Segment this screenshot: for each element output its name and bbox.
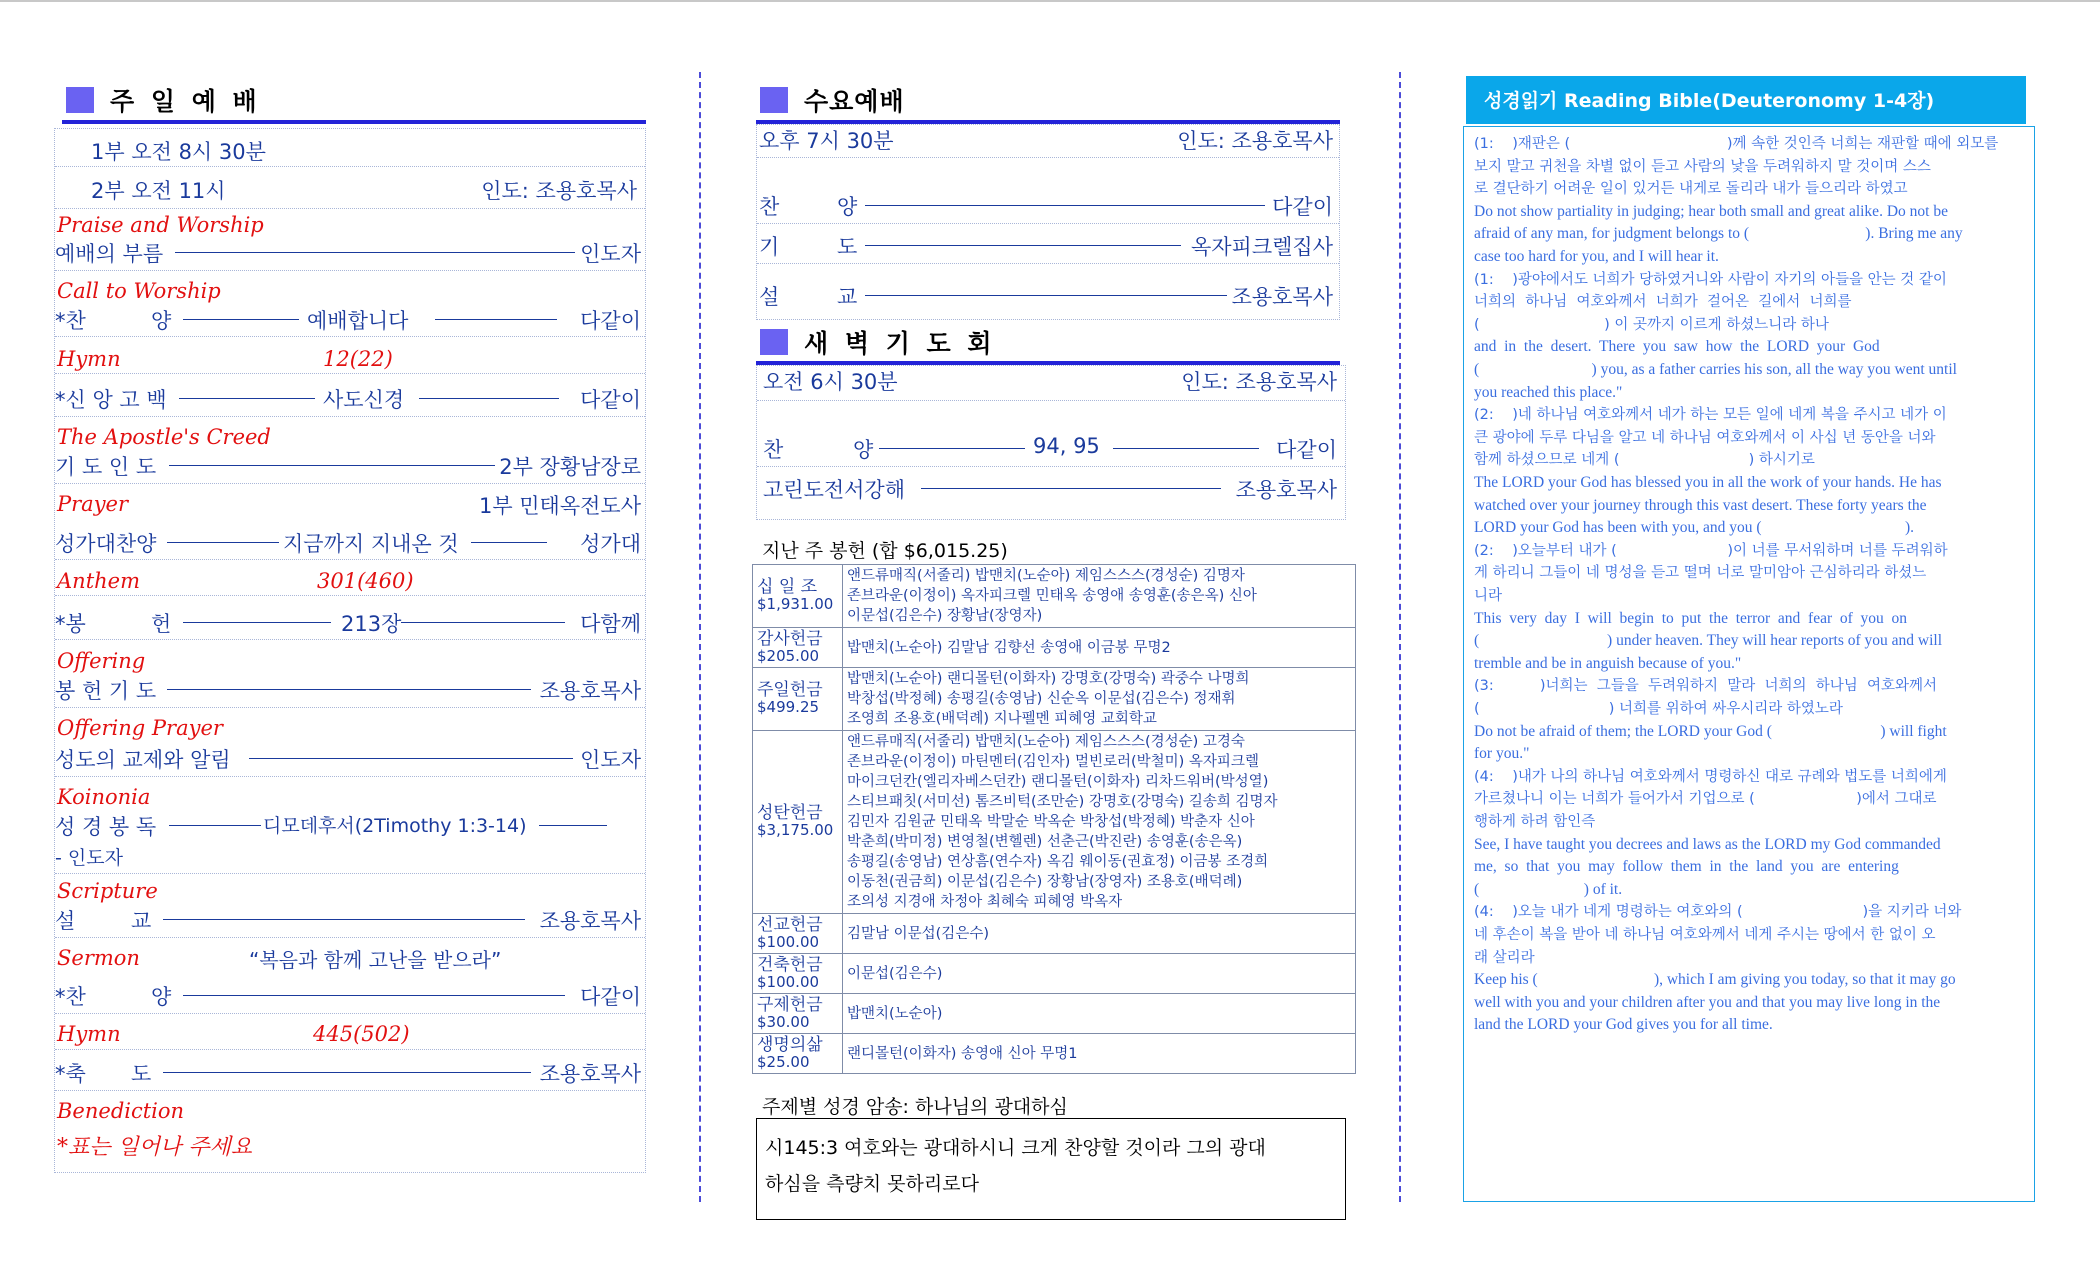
offering-name-line: 박춘희(박미정) 변영철(변헬렌) 선춘근(박진란) 송영훈(송은옥) (847, 834, 1243, 850)
bible-line: and in the desert. There you saw how the LORD your God (1474, 338, 1880, 356)
top-border (0, 0, 2100, 2)
bible-line: ( ) 너희를 위하여 싸우시리라 하였노라 (1474, 701, 1843, 717)
memory-verse-line-1: 시145:3 여호와는 광대하시니 크게 찬양할 것이라 그의 광대 (765, 1137, 1266, 1159)
offering-row (753, 1034, 1356, 1074)
bible-line: 네 후손이 복을 받아 네 하나님 여호와께서 네게 주시는 땅에서 한 없이 오 (1474, 927, 1936, 943)
offering-mark: *봉 (55, 612, 86, 636)
wed-prayer-by: 옥자피크렐집사 (1190, 235, 1333, 259)
sermon-mark: 설 (55, 909, 76, 933)
benediction-label: Benediction (57, 1099, 185, 1123)
offering-amount: $1,931.00 (757, 595, 834, 613)
hymn-label-2: Hymn (57, 1022, 121, 1046)
bible-line: LORD your God has been with you, and you ( ). (1474, 519, 1914, 537)
dawn-hymns: 94, 95 (1033, 434, 1100, 458)
offering-prayer-by: 조용호목사 (539, 679, 641, 703)
offering-kind-label: 감사헌금 (757, 628, 823, 649)
sermon-title: “복음과 함께 고난을 받으라” (249, 948, 502, 972)
offering-name-line: 밥맨치(노순아) 김말남 김향선 송영애 이금봉 무명2 (847, 639, 1171, 656)
offering-names (843, 1034, 1356, 1074)
offering-kind (753, 1034, 843, 1074)
call-to-worship-label: Call to Worship (57, 279, 221, 303)
offering-kind (753, 628, 843, 668)
offering-kind (753, 994, 843, 1034)
offering-row (753, 954, 1356, 994)
offering-name-line: 박창섭(박정혜) 송평길(송영남) 신순옥 이문섭(김은수) 정재휘 (847, 691, 1236, 707)
wed-praise-item: 찬 (759, 195, 780, 219)
offering-names (843, 954, 1356, 994)
bible-line: 니라 (1474, 588, 1503, 604)
offering-row (753, 565, 1356, 628)
hymn-label: Hymn (57, 347, 121, 371)
bible-line: Do not be afraid of them; the LORD your God ( ) will fight (1474, 722, 1947, 740)
hymn2-mark: *찬 (55, 985, 86, 1009)
bible-line: 너희의 하나님 여호와께서 너희가 걸어온 길에서 너희를 (1474, 294, 1852, 311)
bible-line: ( ) of it. (1474, 880, 1623, 898)
bible-line: 큰 광야에 두루 다님을 알고 네 하나님 여호와께서 이 사십 년 동안을 너와 (1474, 429, 1936, 446)
offering-table (752, 564, 1356, 1074)
wed-sermon-item: 설 (759, 285, 780, 309)
offering-name-line: 김말남 이문섭(김은수) (847, 925, 989, 942)
wednesday-title: 수요예배 (804, 87, 905, 116)
wednesday-time: 오후 7시 30분 (759, 129, 894, 153)
column-divider (699, 72, 701, 1202)
hymn2-item: 양 (151, 985, 172, 1009)
offering-names (843, 628, 1356, 668)
offering-kind-label: 선교헌금 (757, 914, 823, 935)
bible-line: (1: )광야에서도 너희가 당하였거니와 사람이 자기의 아들을 안는 것 같이 (1474, 271, 1947, 288)
benediction-by: 조용호목사 (539, 1062, 641, 1086)
creed-item: *신 앙 고 백 (55, 388, 167, 412)
sunday-header (66, 80, 261, 120)
offering-names (843, 914, 1356, 954)
wed-prayer-item: 기 (759, 235, 780, 259)
offering-name-line: 조영희 조용호(배덕례) 지나펠멘 피혜영 교회학교 (847, 711, 1157, 727)
offering-names (843, 994, 1356, 1034)
scripture-passage: 디모데후서(2Timothy 1:3-14) (263, 815, 527, 837)
dawn-title: 새 벽 기 도 회 (804, 329, 996, 358)
bible-line: (1: )재판은 ( )께 속한 것인즉 너희는 재판할 때에 외모를 (1474, 136, 1999, 152)
dawn-box (756, 365, 1346, 520)
sermon-label: Sermon (57, 946, 140, 970)
creed-by: 다같이 (580, 388, 641, 412)
offering-amount: $100.00 (757, 972, 820, 991)
dawn-praise-item: 찬 (763, 438, 784, 462)
offering-by: 다함께 (580, 612, 641, 636)
anthem-label: Anthem (57, 569, 140, 593)
bible-line: watched over your journey through this vast desert. These forty years the (1474, 496, 1927, 514)
wednesday-box (756, 124, 1340, 320)
offering-kind-label: 주일헌금 (757, 680, 823, 700)
offering-hymn: 213장 (341, 612, 402, 636)
bible-line: ( ) you, as a father carries his son, all the way you went until (1474, 361, 1957, 378)
service-time-2: 2부 오전 11시 (91, 179, 226, 203)
bible-line: (2: )네 하나님 여호와께서 네가 하는 모든 일에 네게 복을 주시고 네가 이 (1474, 407, 1947, 424)
sunday-title: 주 일 예 배 (110, 87, 261, 116)
offering-name-line: 밥맨치(노순아) 랜디몰턴(이화자) 강명호(강명숙) 곽중수 나명희 (847, 671, 1250, 687)
offering-kind (753, 914, 843, 954)
hymn1-by: 다같이 (580, 309, 641, 333)
offering-name-line: 앤드류매직(서줄리) 밥맨치(노순아) 제임스스스(경성순) 고경숙 (847, 734, 1245, 750)
bible-line: ( ) 이 곳까지 이르게 하셨느니라 하나 (1474, 316, 1829, 333)
square-bullet-icon (760, 87, 788, 113)
hymn2-by: 다같이 (580, 985, 641, 1009)
offering-kind (753, 668, 843, 731)
sunday-order-box (54, 128, 646, 1173)
dawn-leader: 인도: 조용호목사 (1181, 370, 1337, 394)
bible-line: case too hard for you, and I will hear it. (1474, 248, 1719, 265)
wednesday-leader: 인도: 조용호목사 (1177, 129, 1333, 153)
offering-name-line: 이문섭(김은수) (847, 965, 943, 982)
offering-kind-label: 생명의삶 (757, 1034, 823, 1055)
offering-amount: $3,175.00 (757, 821, 834, 839)
bible-line: afraid of any man, for judgment belongs to ( ). Bring me any (1474, 225, 1963, 243)
bible-line: 함께 하셨으므로 네게 ( ) 하시기로 (1474, 452, 1815, 469)
offering-row (753, 628, 1356, 668)
bible-line: See, I have taught you decrees and laws as the LORD my God commanded (1474, 835, 1941, 853)
memory-verse-title: 주제별 성경 암송: 하나님의 광대하심 (762, 1096, 1068, 1118)
scripture-item: 성 경 봉 독 (55, 815, 157, 839)
offering-row (753, 914, 1356, 954)
benediction-mark: *축 (55, 1062, 86, 1086)
offering-name-line: 밥맨치(노순아) (847, 1005, 943, 1022)
offering-name-line: 존브라운(이정이) 옥자피크렐 민태옥 송영애 송영훈(송은옥) 신아 (847, 588, 1257, 604)
fellowship-by: 인도자 (580, 748, 641, 772)
dawn-lecture-by: 조용호목사 (1235, 478, 1337, 502)
bible-line: for you." (1474, 745, 1530, 763)
column-divider (1399, 72, 1401, 1202)
bible-line: 래 살리라 (1474, 949, 1535, 966)
bible-line: The LORD your God has blessed you in all the work of your hands. He has (1474, 474, 1942, 491)
hymn-item: 양 (151, 309, 172, 333)
bible-line: (4: )오늘 내가 네게 명령하는 여호와의 ( )을 지키라 너와 (1474, 904, 1962, 921)
hymn-mark: *찬 (55, 309, 86, 333)
dawn-lecture-item: 고린도전서강해 (763, 478, 906, 502)
bible-line: 가르쳤나니 이는 너희가 들어가서 기업으로 ( )에서 그대로 (1474, 791, 1937, 808)
memory-verse-line-2: 하심을 측량치 못하리로다 (765, 1173, 979, 1195)
offering-name-line: 앤드류매직(서줄리) 밥맨치(노순아) 제임스스스(경성순) 김명자 (847, 568, 1245, 584)
offering-names (843, 731, 1356, 914)
offering-name-line: 송평길(송영남) 연상흠(연수자) 옥김 웨이동(권효정) 이금봉 조경희 (847, 854, 1269, 870)
offering-name-line: 스티브패칫(서미선) 톰즈비턱(조만순) 강명호(강명숙) 길송희 김명자 (847, 794, 1278, 810)
offering-amount: $205.00 (757, 646, 820, 665)
dawn-header (760, 322, 996, 362)
scripture-label: Scripture (57, 879, 158, 903)
offering-kind (753, 731, 843, 914)
koinonia-label: Koinonia (57, 785, 151, 809)
offering-amount: $100.00 (757, 932, 820, 951)
offering-name-line: 이문섭(김은수) 장황남(장영자) (847, 608, 1043, 624)
wed-sermon-by: 조용호목사 (1231, 285, 1333, 309)
hymn1-title: 예배합니다 (307, 309, 409, 333)
square-bullet-icon (66, 87, 94, 113)
offering-name-line: 김민자 김원균 민태옥 박말순 박옥순 박창섭(박정혜) 박춘자 신아 (847, 814, 1255, 830)
benediction-item: 도 (131, 1062, 152, 1086)
memory-verse-box (756, 1118, 1346, 1220)
call-to-worship-item: 예배의 부름 (55, 242, 164, 266)
wednesday-header (760, 80, 905, 120)
prayer-leader-2: 2부 장황남장로 (499, 455, 641, 479)
wed-sermon-item-2: 교 (837, 285, 858, 309)
prayer-label: Prayer (57, 492, 129, 516)
anthem-item: 성가대찬양 (55, 532, 157, 556)
hymn-number-1: 12(22) (323, 347, 393, 371)
anthem-title: 지금까지 지내온 것 (283, 532, 459, 556)
bible-line: (3: )너희는 그들을 두려워하지 말라 너희의 하나님 여호와께서 (1474, 678, 1937, 695)
wed-praise-item-2: 양 (837, 195, 858, 219)
offering-kind-label: 건축헌금 (757, 954, 823, 975)
bible-line: 행하게 하려 함인즉 (1474, 814, 1596, 830)
offering-amount: $499.25 (757, 698, 820, 716)
offering-item: 헌 (151, 612, 172, 636)
offering-name-line: 존브라운(이정이) 마틴멘터(김인자) 멀빈로러(박철미) 옥자피크렐 (847, 754, 1259, 770)
hymn-number-2: 445(502) (313, 1022, 410, 1046)
offering-names (843, 668, 1356, 731)
creed-title: 사도신경 (323, 388, 405, 412)
bible-line: This very day I will begin to put the terror and fear of you on (1474, 609, 1908, 627)
dawn-praise-item-2: 양 (853, 438, 874, 462)
dawn-time: 오전 6시 30분 (763, 370, 898, 394)
offering-row (753, 668, 1356, 731)
service-leader: 인도: 조용호목사 (481, 179, 637, 203)
sermon-by: 조용호목사 (539, 909, 641, 933)
anthem-by: 성가대 (580, 532, 641, 556)
bible-line: 로 결단하기 어려운 일이 있거든 내게로 돌리라 내가 들으리라 하였고 (1474, 181, 1908, 198)
scripture-by: - 인도자 (55, 847, 123, 869)
offering-kind (753, 954, 843, 994)
offering-name-line: 마이크던칸(엘리자베스던칸) 랜디몰턴(이화자) 리차드워버(박성열) (847, 774, 1269, 790)
offering-row (753, 731, 1356, 914)
offering-row (753, 994, 1356, 1034)
offering-amount: $30.00 (757, 1012, 810, 1031)
bible-line: Keep his ( ), which I am giving you today, so that it may go (1474, 971, 1956, 989)
offering-names (843, 565, 1356, 628)
creed-label: The Apostle's Creed (57, 425, 271, 449)
offering-name-line: 이동천(권금희) 이문섭(김은수) 장황남(장영자) 조용호(배덕례) (847, 874, 1243, 890)
bible-line: tremble and be in anguish because of you." (1474, 654, 1742, 672)
bible-line: you reached this place." (1474, 383, 1623, 401)
offering-kind-label: 성탄헌금 (757, 803, 823, 823)
square-bullet-icon (760, 329, 788, 355)
offering-label: Offering (57, 649, 146, 673)
fellowship-item: 성도의 교제와 알림 (55, 748, 231, 772)
offering-prayer-item: 봉 헌 기 도 (55, 679, 157, 703)
praise-label: Praise and Worship (57, 213, 264, 237)
bible-line: (2: )오늘부터 내가 ( )이 너를 무서워하며 너를 두려워하 (1474, 542, 1948, 559)
offering-name-line: 랜디몰턴(이화자) 송영애 신아 무명1 (847, 1045, 1078, 1062)
anthem-number: 301(460) (317, 569, 414, 593)
bible-line: Do not show partiality in judging; hear both small and great alike. Do not be (1474, 202, 1948, 220)
call-leader: 인도자 (580, 242, 641, 266)
prayer-leader-1: 1부 민태옥전도사 (478, 494, 641, 518)
dawn-praise-by: 다같이 (1276, 438, 1337, 462)
service-time-1: 1부 오전 8시 30분 (91, 140, 266, 164)
bible-line: (4: )내가 나의 하나님 여호와께서 명령하신 대로 규례와 법도를 너희에게 (1474, 768, 1947, 785)
bible-line: land the LORD your God gives you for all time. (1474, 1016, 1773, 1034)
offering-kind-label: 구제헌금 (757, 994, 823, 1015)
bible-line: 보지 말고 귀천을 차별 없이 듣고 사람의 낯을 두려워하지 말 것이며 스스 (1474, 158, 1931, 175)
stand-note: *표는 일어나 주세요 (57, 1135, 253, 1160)
wed-prayer-item-2: 도 (837, 235, 858, 259)
sunday-underline (62, 120, 646, 124)
wed-praise-by: 다같이 (1272, 195, 1333, 219)
offering-total-title: 지난 주 봉헌 (합 $6,015.25) (762, 540, 1008, 562)
bible-line: me, so that you may follow them in the land you are entering (1474, 858, 1899, 876)
offering-prayer-label: Offering Prayer (57, 716, 223, 740)
bible-reading-header: 성경읽기 Reading Bible(Deuteronomy 1-4장) (1466, 76, 2026, 124)
prayer-item: 기 도 인 도 (55, 455, 157, 479)
offering-name-line: 조의성 지경애 차정아 최혜숙 피혜영 박옥자 (847, 894, 1123, 910)
bible-line: 게 하리니 그들이 네 명성을 듣고 떨며 너로 말미암아 근심하리라 하셨느 (1474, 565, 1927, 582)
offering-amount: $25.00 (757, 1052, 810, 1071)
offering-kind-label: 십 일 조 (757, 577, 818, 597)
offering-kind (753, 565, 843, 628)
bible-line: ( ) under heaven. They will hear reports of you and will (1474, 632, 1943, 650)
bible-line: well with you and your children after you and that you may live long in the (1474, 993, 1941, 1011)
sermon-item: 교 (131, 909, 152, 933)
